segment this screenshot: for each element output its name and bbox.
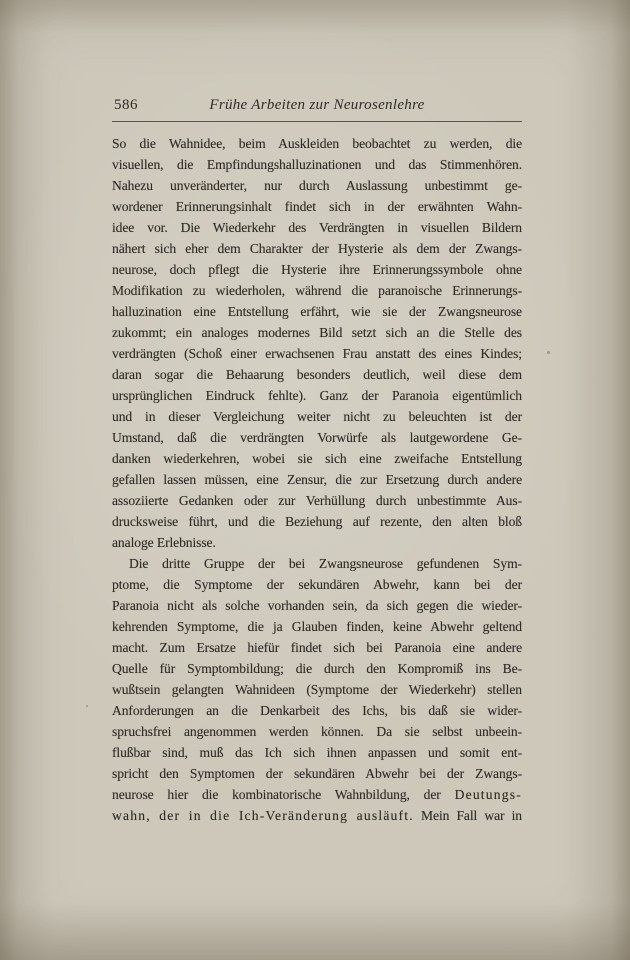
- text-segment: zukommt; ein analoges modernes Bild setzt sich an die Stelle des: [112, 325, 522, 340]
- text-segment: spricht den Symptomen der sekundären Abwehr bei der Zwangs-: [112, 766, 522, 781]
- text-line: [112, 427, 522, 448]
- text-line: [112, 238, 522, 259]
- text-line: [112, 658, 522, 679]
- text-line: [112, 448, 522, 469]
- text-segment: Quelle für Symptombildung; die durch den Kompromiß ins Be-: [112, 661, 522, 676]
- text-segment: halluzination eine Entstellung erfährt, wie sie der Zwangsneurose: [112, 304, 522, 319]
- text-segment: spruchsfrei angenommen werden können. Da sie selbst unbeein-: [112, 724, 522, 739]
- text-segment: nähert sich eher dem Charakter der Hysterie als dem der Zwangs-: [112, 241, 522, 256]
- text-segment: wordener Erinnerungsinhalt findet sich in der erwähnten Wahn-: [112, 199, 522, 214]
- text-line: [112, 154, 522, 175]
- text-segment: assoziierte Gedanken oder zur Verhüllung durch unbestimmte Aus-: [112, 493, 522, 508]
- text-line: [112, 385, 522, 406]
- header-rule: [112, 121, 522, 122]
- text-line: [112, 280, 522, 301]
- text-line: [112, 532, 522, 553]
- text-line: [112, 217, 522, 238]
- text-block: [112, 133, 522, 826]
- text-segment: neurose hier die kombinatorische Wahnbildung, der: [112, 787, 455, 802]
- emphasized-spaced-text: Deutungs-: [454, 787, 522, 802]
- running-title: Frühe Arbeiten zur Neurosenlehre: [209, 97, 425, 113]
- text-segment: So die Wahnidee, beim Auskleiden beobachtet zu werden, die: [112, 136, 522, 151]
- text-segment: gefallen lassen müssen, eine Zensur, die zur Ersetzung durch andere: [112, 472, 522, 487]
- text-segment: und in dieser Vergleichung weiter nicht zu beleuchten ist der: [112, 409, 522, 424]
- text-segment: Umstand, daß die verdrängten Vorwürfe als lautgewordene Ge-: [112, 430, 522, 445]
- text-segment: Die dritte Gruppe der bei Zwangsneurose gefundenen Sym-: [129, 556, 522, 571]
- scan-speck: [547, 351, 550, 354]
- text-line: [112, 595, 522, 616]
- text-segment: Anforderungen an die Denkarbeit des Ichs, bis daß sie wider-: [112, 703, 522, 718]
- text-line: [112, 364, 522, 385]
- text-segment: ursprünglichen Eindruck fehlte). Ganz der Paranoia eigentümlich: [112, 388, 522, 403]
- text-line: [112, 700, 522, 721]
- page-number: 586: [114, 97, 138, 113]
- paragraph: [112, 133, 522, 553]
- text-segment: Modifikation zu wiederholen, während die paranoische Erinnerungs-: [112, 283, 522, 298]
- text-line: [112, 322, 522, 343]
- emphasized-spaced-text: wahn, der in die Ich-Veränderung ausläuft.: [112, 808, 414, 823]
- page-header: [112, 97, 522, 113]
- text-line: [112, 553, 522, 574]
- text-line: [112, 616, 522, 637]
- text-segment: daran sogar die Behaarung besonders deutlich, weil diese dem: [112, 367, 522, 382]
- text-line: [112, 406, 522, 427]
- text-line: [112, 490, 522, 511]
- text-segment: Mein Fall war in: [413, 808, 522, 823]
- text-line: [112, 679, 522, 700]
- text-line: [112, 259, 522, 280]
- text-line: [112, 343, 522, 364]
- text-line: [112, 574, 522, 595]
- scan-speck: [86, 705, 88, 707]
- text-segment: verdrängten (Schoß einer erwachsenen Frau anstatt des eines Kindes;: [112, 346, 522, 361]
- text-segment: idee vor. Die Wiederkehr des Verdrängten in visuellen Bildern: [112, 220, 522, 235]
- text-line: [112, 301, 522, 322]
- paragraph: [112, 553, 522, 826]
- text-segment: macht. Zum Ersatze hiefür findet sich bei Paranoia eine andere: [112, 640, 522, 655]
- text-segment: danken wiederkehren, wobei sie sich eine zweifache Entstellung: [112, 451, 522, 466]
- text-line: [112, 175, 522, 196]
- text-segment: neurose, doch pflegt die Hysterie ihre Erinnerungssymbole ohne: [112, 262, 522, 277]
- text-line: [112, 637, 522, 658]
- text-segment: ptome, die Symptome der sekundären Abwehr, kann bei der: [112, 577, 522, 592]
- text-segment: drucksweise führt, und die Beziehung auf rezente, den alten bloß: [112, 514, 522, 529]
- text-segment: visuellen, die Empfindungshalluzinationen und das Stimmenhören.: [112, 157, 522, 172]
- text-line: [112, 742, 522, 763]
- text-segment: Nahezu unveränderter, nur durch Auslassung unbestimmt ge-: [112, 178, 522, 193]
- text-line: [112, 784, 522, 805]
- text-line: [112, 511, 522, 532]
- text-line: [112, 196, 522, 217]
- text-line: [112, 133, 522, 154]
- text-segment: Paranoia nicht als solche vorhanden sein, da sich gegen die wieder-: [112, 598, 522, 613]
- text-line: [112, 721, 522, 742]
- text-segment: analoge Erlebnisse.: [112, 535, 216, 550]
- text-segment: flußbar sind, muß das Ich sich ihnen anpassen und somit ent-: [112, 745, 522, 760]
- text-segment: wußtsein gelangten Wahnideen (Symptome der Wiederkehr) stellen: [112, 682, 522, 697]
- text-line: [112, 805, 522, 826]
- text-line: [112, 763, 522, 784]
- text-segment: kehrenden Symptome, die ja Glauben finden, keine Abwehr geltend: [112, 619, 522, 634]
- text-line: [112, 469, 522, 490]
